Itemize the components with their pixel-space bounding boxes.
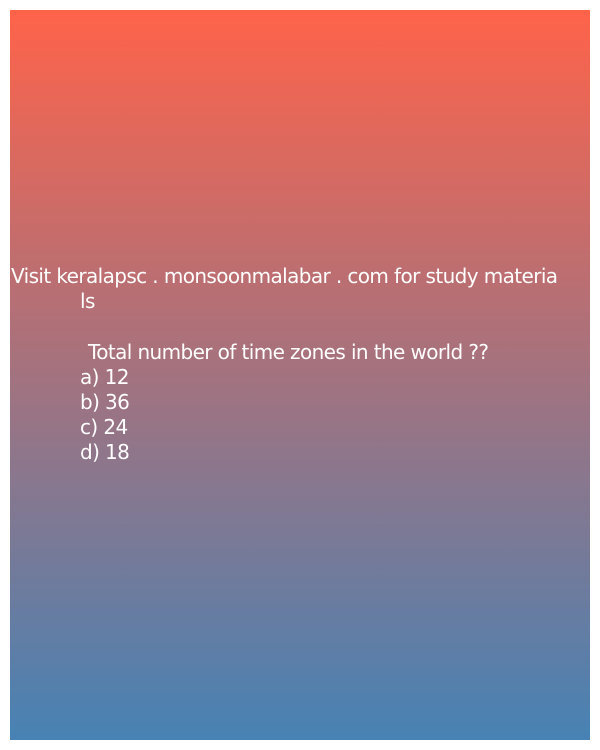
option-c: c) 24 — [80, 415, 128, 439]
option-a: a) 12 — [80, 365, 129, 389]
promo-text-line-2: ls — [80, 289, 95, 313]
option-d: d) 18 — [80, 440, 130, 464]
quiz-card — [10, 10, 590, 740]
option-b: b) 36 — [80, 390, 130, 414]
promo-text-line-1: Visit keralapsc . monsoonmalabar . com for study materia — [11, 264, 558, 288]
question-text: Total number of time zones in the world ?? — [88, 340, 489, 364]
